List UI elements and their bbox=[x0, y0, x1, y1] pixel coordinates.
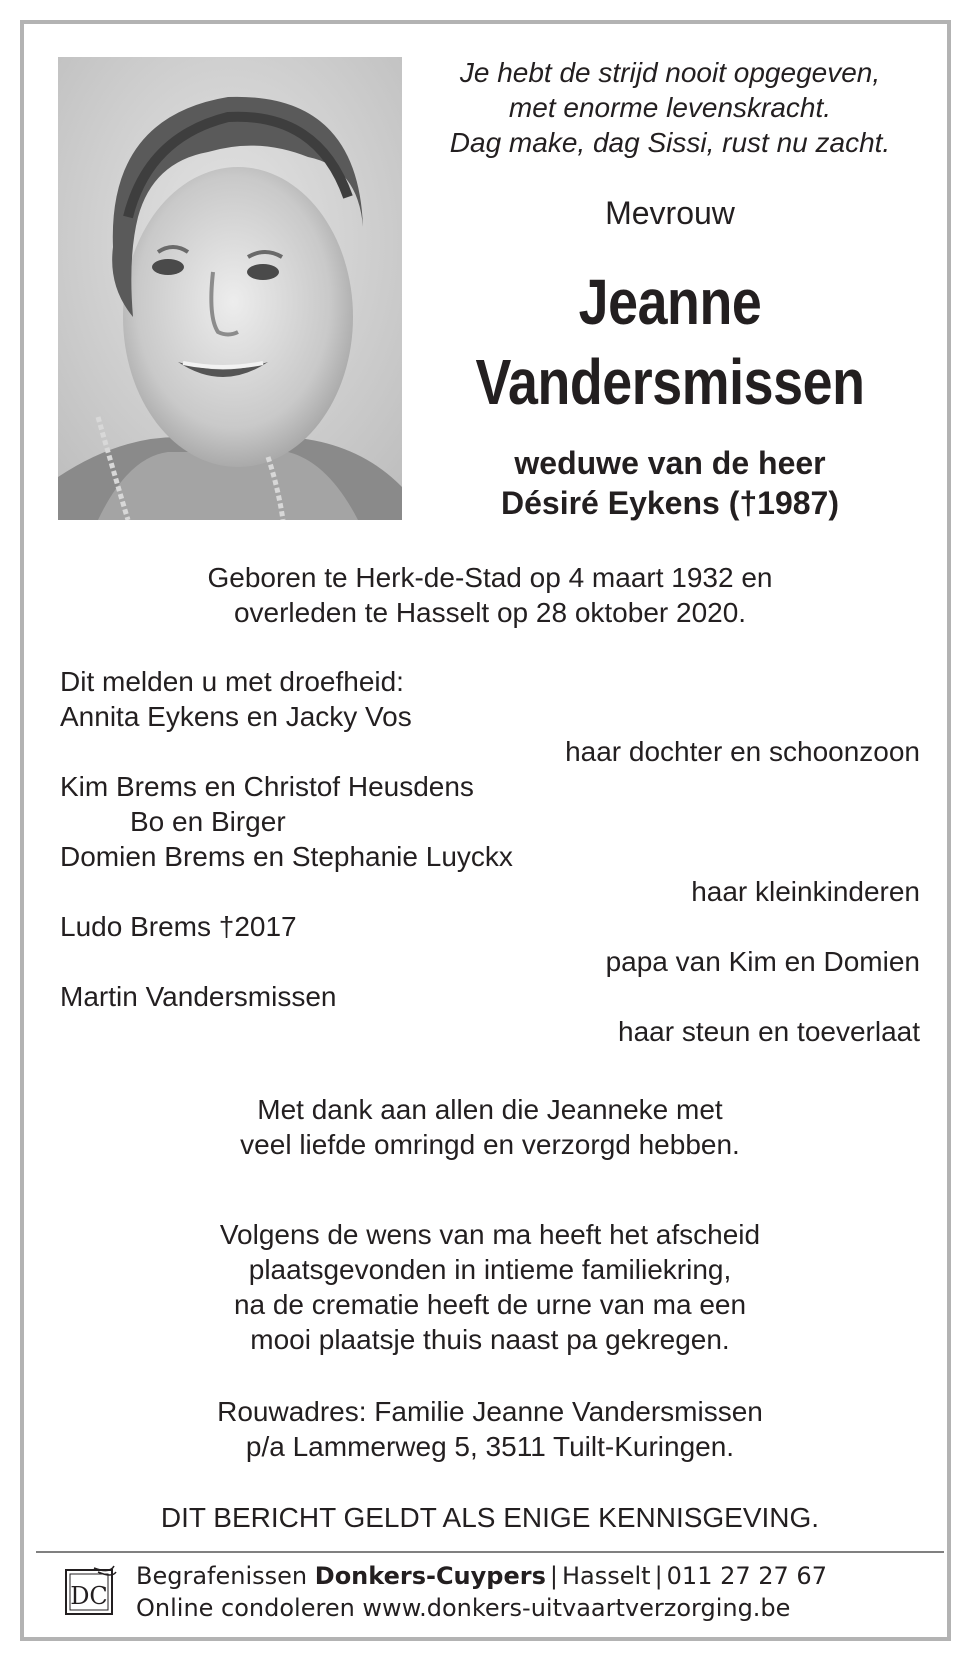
family-role: haar dochter en schoonzoon bbox=[565, 736, 920, 767]
farewell-line: Volgens de wens van ma heeft het afscheid bbox=[219, 1219, 761, 1250]
deceased-name bbox=[460, 262, 880, 422]
honorific: Mevrouw bbox=[605, 195, 735, 231]
family-member: Ludo Brems †2017 bbox=[60, 911, 297, 942]
family-role: papa van Kim en Domien bbox=[605, 946, 920, 977]
address-line: Rouwadres: Familie Jeanne Vandersmissen bbox=[217, 1396, 763, 1427]
family-member: Kim Brems en Christof Heusdens bbox=[60, 771, 474, 802]
thanks-line: veel liefde omringd en verzorgd hebben. bbox=[240, 1129, 740, 1160]
poem-line: Je hebt de strijd nooit opgegeven, bbox=[459, 57, 881, 88]
poem-line: met enorme levenskracht. bbox=[508, 92, 832, 123]
birth-line: Geboren te Herk-de-Stad op 4 maart 1932 en bbox=[207, 562, 773, 593]
footer-separator: | bbox=[654, 1562, 663, 1590]
address-line: p/a Lammerweg 5, 3511 Tuilt-Kuringen. bbox=[245, 1431, 735, 1462]
family-member: Annita Eykens en Jacky Vos bbox=[60, 701, 412, 732]
portrait-photo bbox=[58, 57, 402, 520]
widow-of bbox=[430, 443, 910, 523]
family-member: Martin Vandersmissen bbox=[60, 981, 337, 1012]
notice: DIT BERICHT GELDT ALS ENIGE KENNISGEVING. bbox=[160, 1502, 820, 1533]
farewell-line: na de crematie heeft de urne van ma een bbox=[233, 1289, 747, 1320]
family-intro: Dit melden u met droefheid: bbox=[60, 666, 404, 697]
poem-line: Dag make, dag Sissi, rust nu zacht. bbox=[449, 127, 891, 158]
farewell bbox=[60, 1217, 920, 1357]
portrait-image bbox=[58, 57, 402, 520]
spouse-name: Désiré Eykens (†1987) bbox=[501, 485, 839, 521]
family-role: haar steun en toeverlaat bbox=[618, 1016, 920, 1047]
last-name: Vandersmissen bbox=[475, 346, 865, 418]
first-name: Jeanne bbox=[578, 266, 762, 338]
poem bbox=[410, 55, 930, 160]
thanks-line: Met dank aan allen die Jeanneke met bbox=[257, 1094, 723, 1125]
family-member: Bo en Birger bbox=[130, 806, 286, 837]
family-list bbox=[60, 664, 920, 1049]
footer-divider bbox=[36, 1551, 944, 1553]
funeral-home-line bbox=[136, 1560, 936, 1592]
farewell-line: plaatsgevonden in intieme familiekring, bbox=[248, 1254, 732, 1285]
death-line: overleden te Hasselt op 28 oktober 2020. bbox=[233, 597, 747, 628]
funeral-home-logo bbox=[64, 1564, 118, 1620]
funeral-home-info bbox=[136, 1560, 936, 1624]
footer-separator: | bbox=[549, 1562, 558, 1590]
funeral-home-name: Donkers-Cuypers bbox=[314, 1562, 546, 1590]
funeral-home-phone[interactable]: 011 27 27 67 bbox=[666, 1562, 827, 1590]
thanks bbox=[60, 1092, 920, 1162]
logo-letters: DC bbox=[70, 1582, 108, 1610]
family-member: Domien Brems en Stephanie Luyckx bbox=[60, 841, 513, 872]
family-role: haar kleinkinderen bbox=[691, 876, 920, 907]
funeral-home-city: Hasselt bbox=[561, 1562, 651, 1590]
farewell-line: mooi plaatsje thuis naast pa gekregen. bbox=[250, 1324, 730, 1355]
footer-prefix: Begrafenissen bbox=[136, 1562, 308, 1590]
condolence-link[interactable]: Online condoleren www.donkers-uitvaartverzorging.be bbox=[136, 1594, 791, 1622]
mourning-address bbox=[60, 1394, 920, 1464]
widow-line: weduwe van de heer bbox=[514, 445, 826, 481]
birth-death bbox=[60, 560, 920, 630]
